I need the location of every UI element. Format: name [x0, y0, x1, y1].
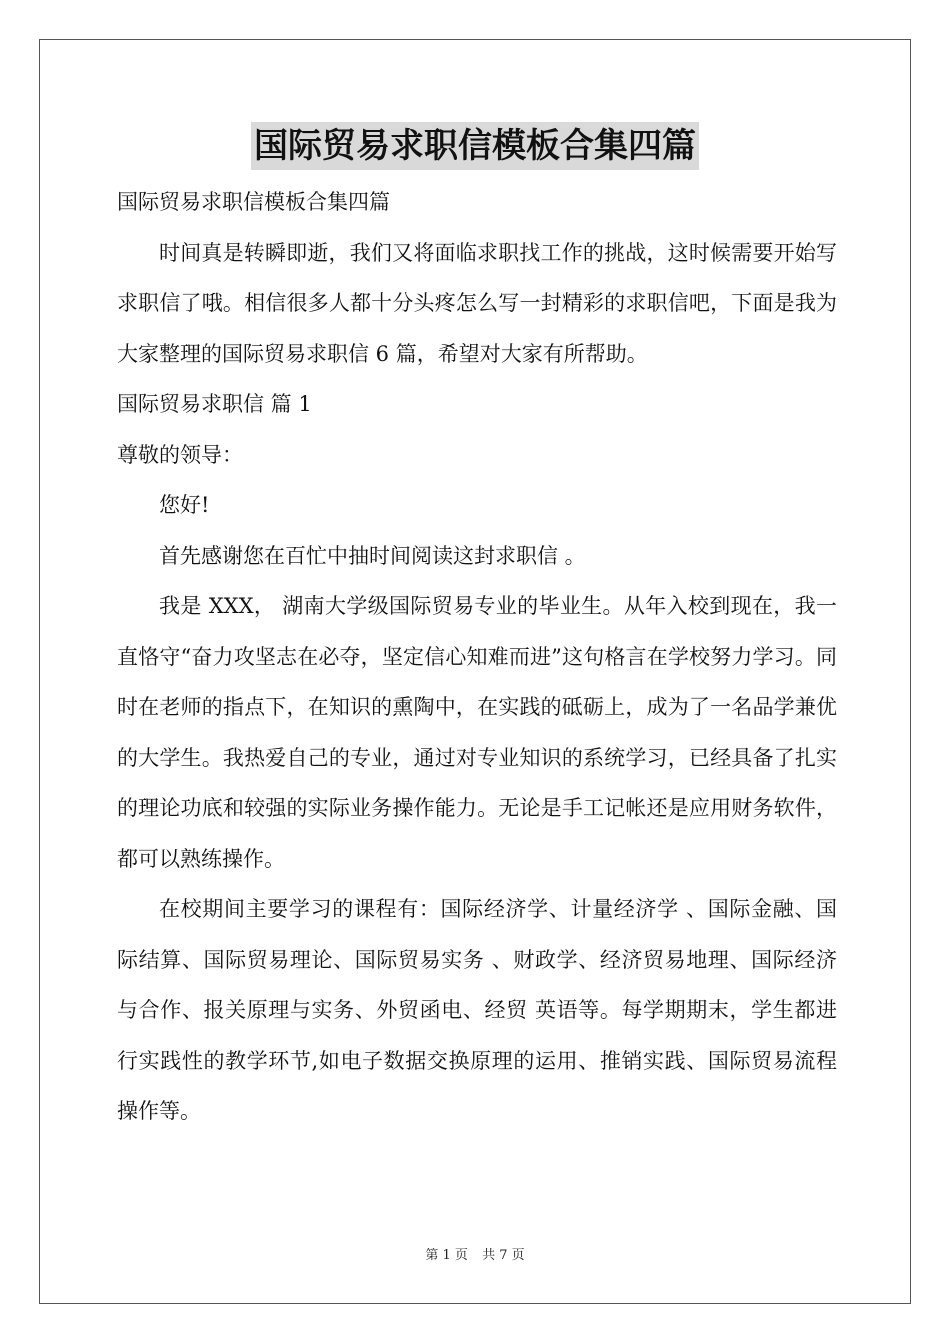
- salutation: 尊敬的领导：: [117, 442, 243, 467]
- page-total: 共 7 页: [482, 1248, 525, 1263]
- document-title-text: 国际贸易求职信模板合集四篇: [251, 122, 699, 170]
- body-paragraph-2: 在校期间主要学习的课程有：国际经济学、计量经济学 、国际金融、国际结算、国际贸易理论、国际贸易实务 、财政学、经济贸易地理、国际经济与合作、报关原理与实务、外贸函电、经贸 英语等。每学期期末，学生都进行实践性的教学环节,如电子数据交换原理的运用、推销实践、国际贸易流程操作等。: [117, 897, 837, 1123]
- section-heading: 国际贸易求职信 篇 1: [117, 392, 312, 416]
- document-title: [0, 122, 950, 170]
- document-body: [117, 177, 837, 1137]
- intro-paragraph: 时间真是转瞬即逝，我们又将面临求职找工作的挑战，这时候需要开始写求职信了哦。相信很多人都十分头疼怎么写一封精彩的求职信吧，下面是我为大家整理的国际贸易求职信 6 篇，希望对大家有所帮助。: [117, 240, 837, 366]
- body-paragraph-1: 我是 XXX， 湖南大学级国际贸易专业的毕业生。从年入校到现在，我一直恪守“奋力攻坚志在必夺，坚定信心知难而进”这句格言在学校努力学习。同时在老师的指点下，在知识的熏陶中，在实践的砥砺上，成为了一名品学兼优的大学生。我热爱自己的专业，通过对专业知识的系统学习，已经具备了扎实的理论功底和较强的实际业务操作能力。无论是手工记帐还是应用财务软件，都可以熟练操作。: [117, 594, 837, 871]
- greeting: 您好!: [159, 493, 210, 517]
- page-number: 第 1 页: [425, 1248, 468, 1263]
- document-subtitle: 国际贸易求职信模板合集四篇: [117, 190, 390, 214]
- thanks-paragraph: 首先感谢您在百忙中抽时间阅读这封求职信 。: [159, 543, 586, 568]
- page-footer: [0, 1248, 950, 1264]
